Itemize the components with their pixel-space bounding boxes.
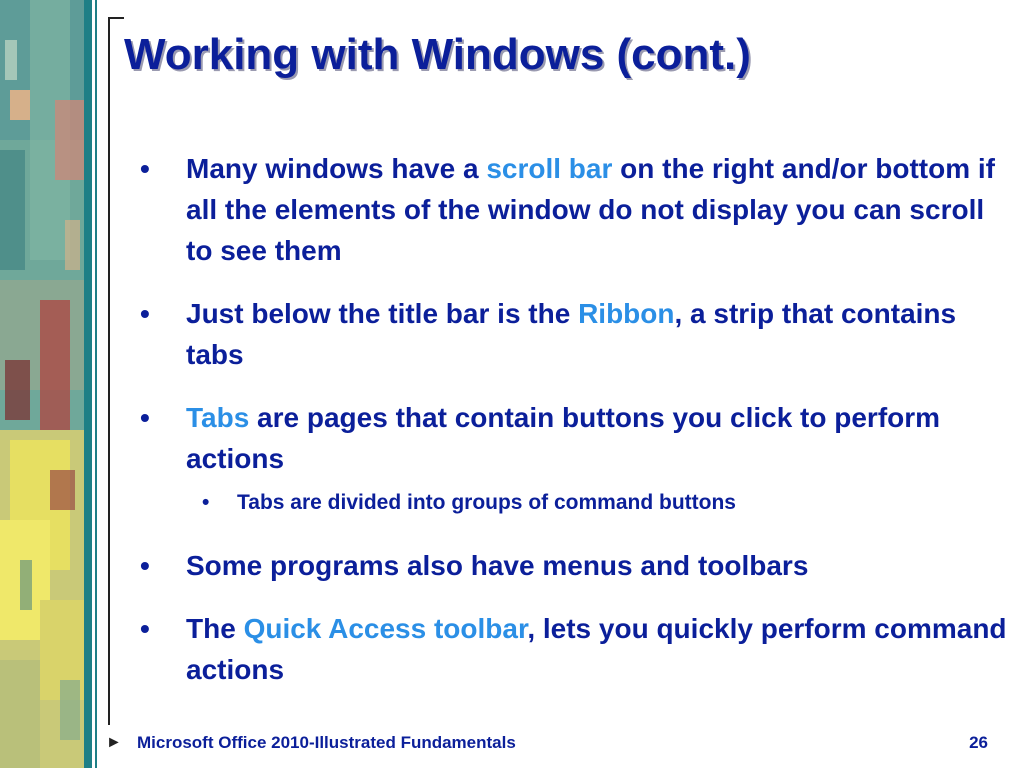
bullet-dot: • — [140, 298, 150, 329]
bullet-text: on the right and/or bottom if all the elements of the window do not display you can scroll to see them — [186, 153, 995, 266]
sub-bullet-item — [130, 489, 1010, 517]
highlight-term: scroll bar — [486, 153, 613, 184]
bullet-item — [130, 545, 1010, 586]
bullet-text: Many windows have a — [186, 153, 487, 184]
page-number: 26 — [969, 733, 988, 752]
footer-text: Microsoft Office 2010-Illustrated Fundamentals — [137, 733, 516, 752]
bullet-dot: • — [140, 402, 150, 433]
bullet-text: Just below the title bar is the — [186, 298, 579, 329]
sub-bullet-dot: • — [202, 491, 210, 514]
bullet-item — [130, 293, 1010, 375]
bullet-text: Some programs also have menus and toolbars — [186, 550, 809, 581]
bracket-top — [108, 17, 124, 19]
bullet-dot: • — [140, 613, 150, 644]
slide-title: Working with Windows (cont.) — [124, 30, 751, 79]
decorative-side-art — [0, 0, 84, 768]
bracket-vertical — [108, 17, 110, 725]
bullet-dot: • — [140, 550, 150, 581]
highlight-term: Quick Access toolbar — [243, 613, 528, 644]
accent-rule-thin — [95, 0, 97, 768]
highlight-term: Tabs — [186, 402, 250, 433]
bullet-item — [130, 608, 1010, 690]
footer-arrow-icon: ► — [106, 734, 122, 751]
accent-rule-thick — [84, 0, 92, 768]
bullet-text: , a strip that contains tabs — [186, 298, 957, 370]
sub-bullet-text: Tabs are divided into groups of command buttons — [237, 491, 736, 514]
bullet-item — [130, 397, 1010, 479]
bullet-text: , lets you quickly perform command actions — [186, 613, 1007, 685]
bullet-dot: • — [140, 153, 150, 184]
highlight-term: Ribbon — [578, 298, 675, 329]
bullet-list — [130, 148, 1010, 712]
bullet-item — [130, 148, 1010, 271]
bullet-text: The — [186, 613, 244, 644]
bullet-text: are pages that contain buttons you click to perform actions — [186, 402, 941, 474]
